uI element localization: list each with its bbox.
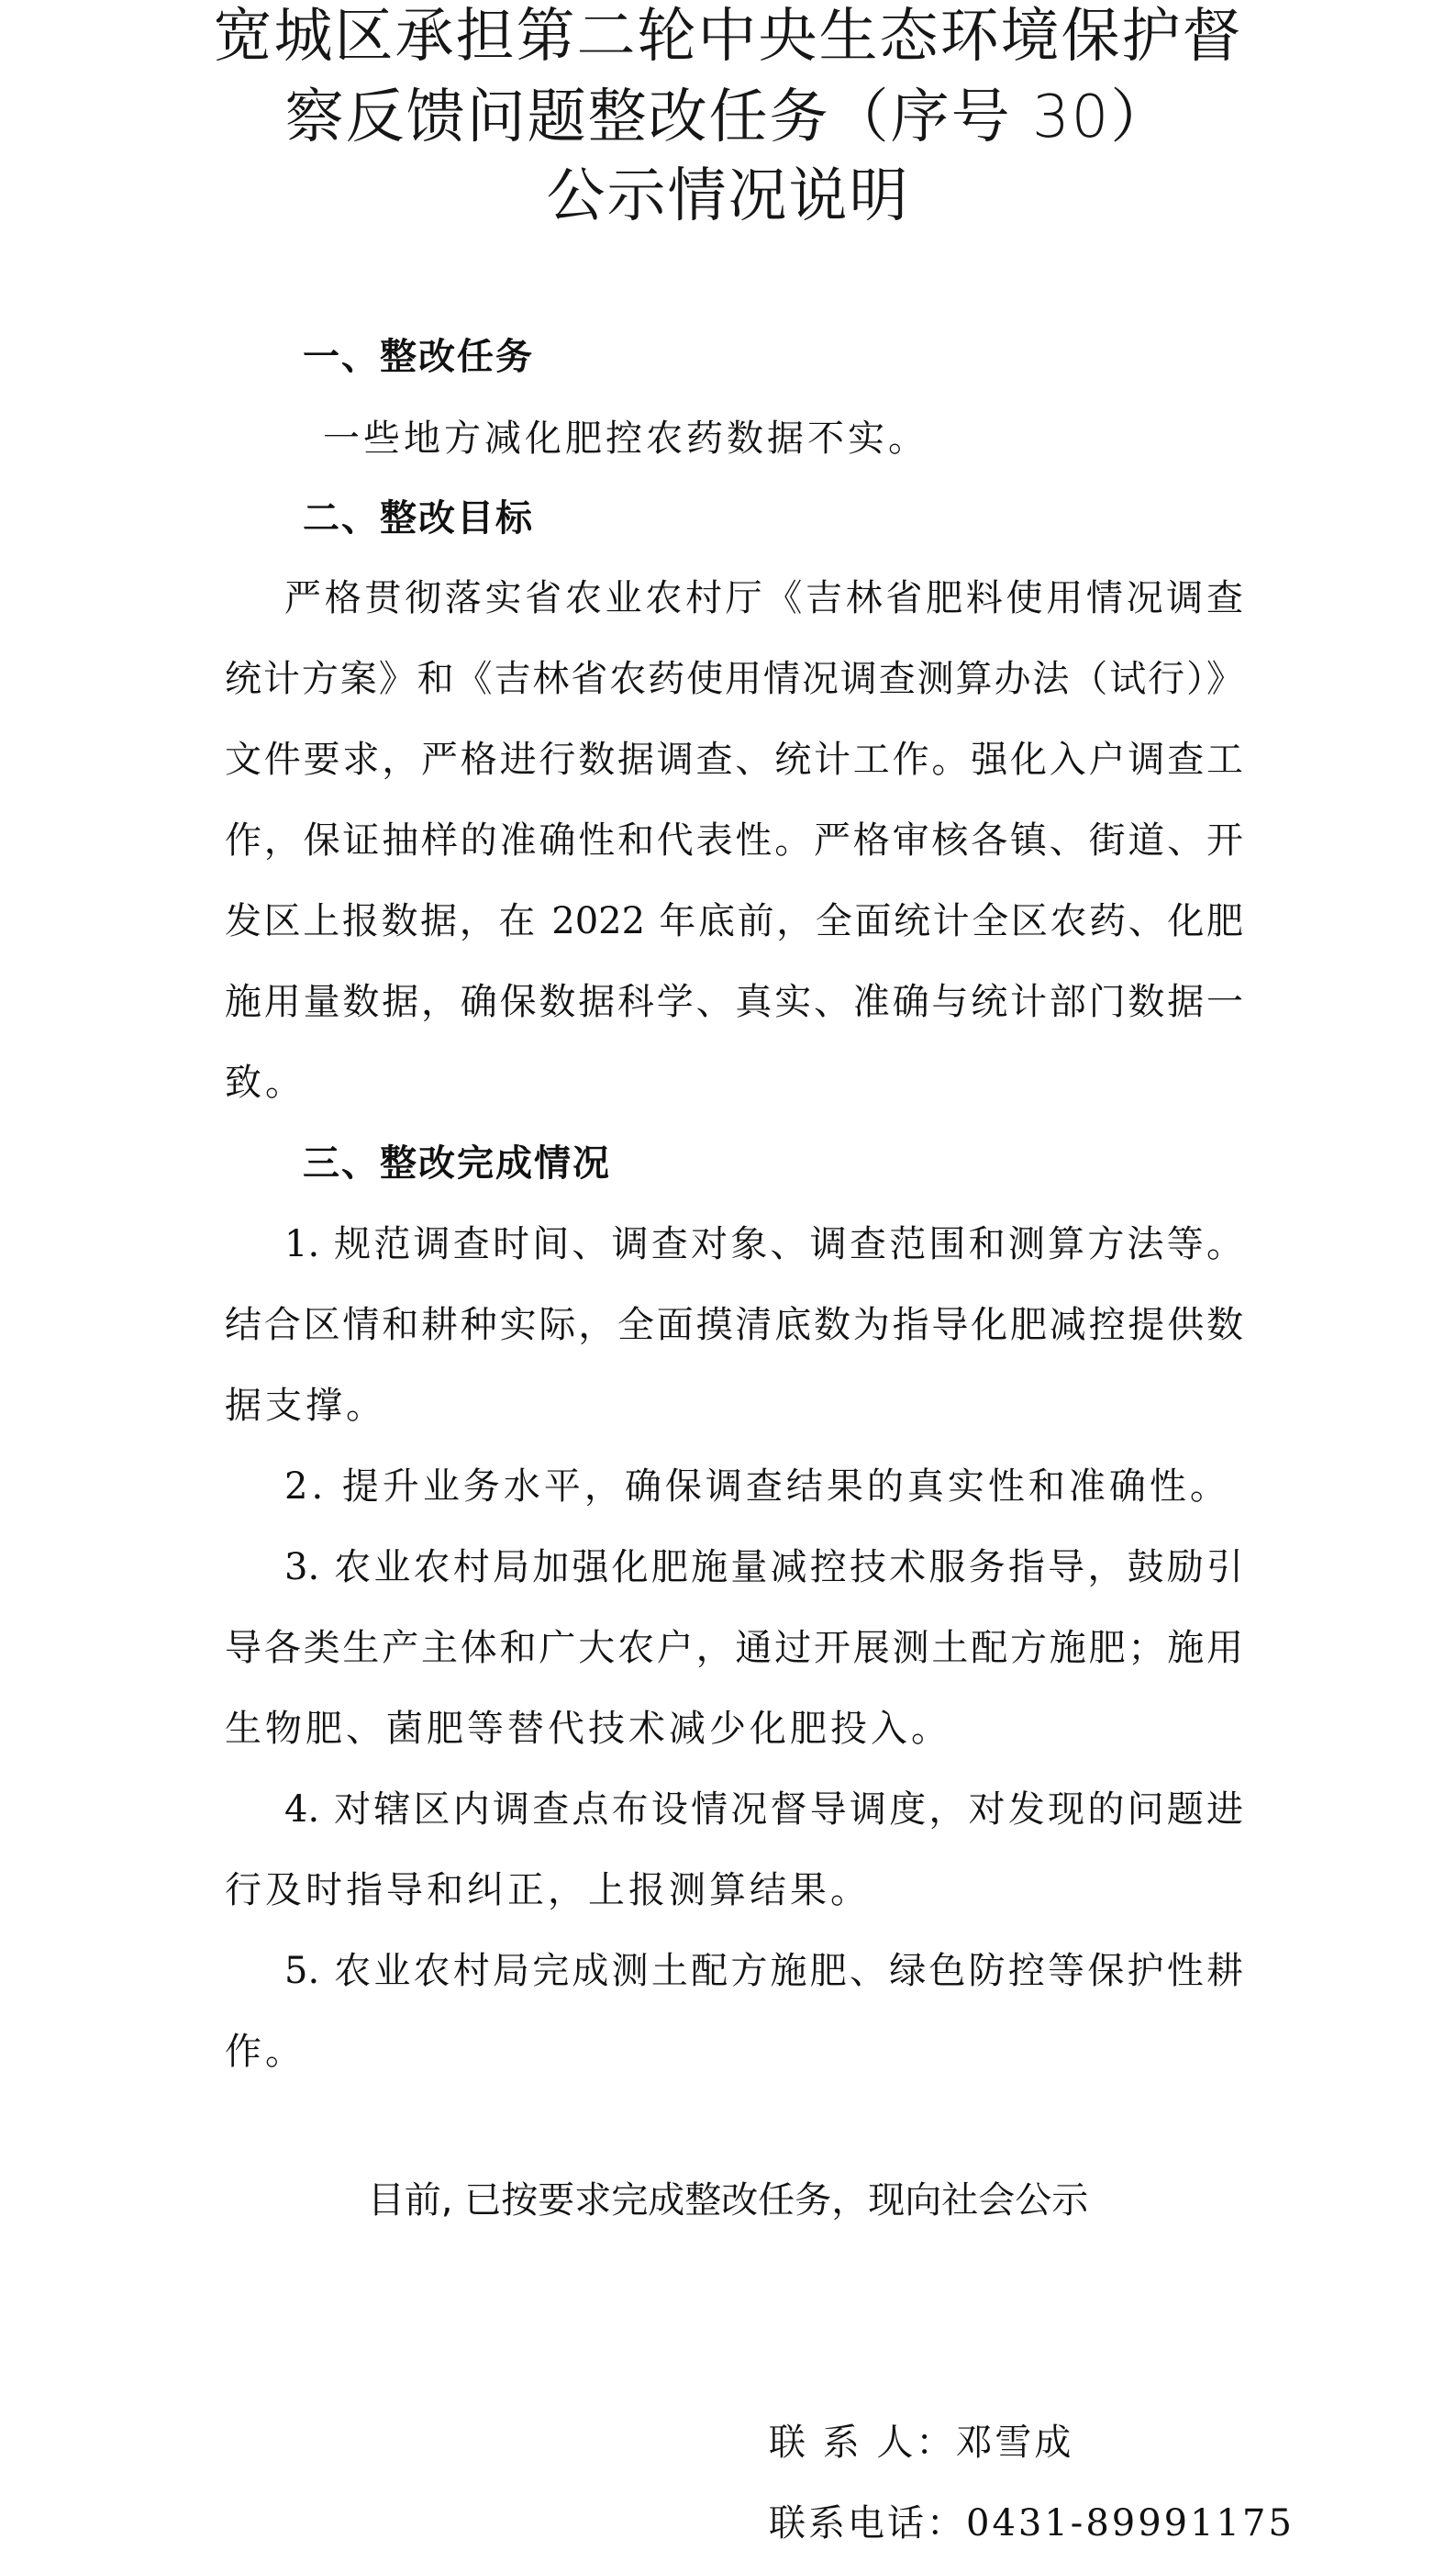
section-2-line: 统计方案》和《吉林省农药使用情况调查测算办法（试行）》 (225, 658, 1243, 700)
section-3-line: 1. 规范调查时间、调查对象、调查范围和测算方法等。 (284, 1223, 1243, 1265)
section-3-line: 2. 提升业务水平，确保调查结果的真实性和准确性。 (284, 1465, 1230, 1508)
title-line-1: 宽城区承担第二轮中央生态环境保护督 (213, 3, 1243, 71)
section-3-line: 导各类生产主体和广大农户，通过开展测土配方施肥；施用 (225, 1627, 1243, 1669)
section-2-line: 发区上报数据，在 2022 年底前，全面统计全区农药、化肥 (225, 900, 1243, 942)
section-2-line: 致。 (225, 1062, 306, 1104)
section-2-line: 严格贯彻落实省农业农村厅《吉林省肥料使用情况调查 (284, 577, 1243, 619)
section-3-line: 行及时指导和纠正，上报测算结果。 (225, 1869, 871, 1911)
section-1-heading: 一、整改任务 (303, 336, 534, 378)
section-3-line: 结合区情和耕种实际，全面摸清底数为指导化肥减控提供数 (225, 1304, 1243, 1346)
contact-phone-number: 0431-89991175 (966, 2502, 1295, 2544)
section-3-line: 5. 农业农村局完成测土配方施肥、绿色防控等保护性耕 (284, 1950, 1243, 1992)
contact-person-name: 邓雪成 (955, 2422, 1074, 2464)
section-3-line: 据支撑。 (225, 1385, 386, 1427)
section-2-heading: 二、整改目标 (303, 497, 534, 540)
title-line-3: 公示情况说明 (546, 162, 910, 230)
contact-person-label: 联 系 人： (769, 2422, 956, 2464)
title-line-2: 察反馈问题整改任务（序号 30） (284, 84, 1172, 151)
section-3-line: 3. 农业农村局加强化肥施量减控技术服务指导，鼓励引 (284, 1546, 1243, 1588)
contact-phone-label: 联系电话： (769, 2502, 966, 2544)
section-1-line: 一些地方减化肥控农药数据不实。 (323, 418, 928, 460)
section-2-line: 作，保证抽样的准确性和代表性。严格审核各镇、街道、开 (225, 819, 1243, 862)
section-3-heading: 三、整改完成情况 (303, 1142, 611, 1185)
contact-phone (769, 2494, 1295, 2546)
section-2-line: 文件要求，严格进行数据调查、统计工作。强化入户调查工 (225, 739, 1243, 781)
section-3-line: 4. 对辖区内调查点布设情况督导调度，对发现的问题进 (284, 1788, 1243, 1831)
closing-statement: 目前, 已按要求完成整改任务，现向社会公示 (367, 2179, 1089, 2222)
section-2-line: 施用量数据，确保数据科学、真实、准确与统计部门数据一 (225, 981, 1243, 1023)
section-3-line: 作。 (225, 2031, 306, 2073)
section-3-line: 生物肥、菌肥等替代技术减少化肥投入。 (225, 1708, 951, 1750)
contact-person (769, 2413, 1073, 2466)
